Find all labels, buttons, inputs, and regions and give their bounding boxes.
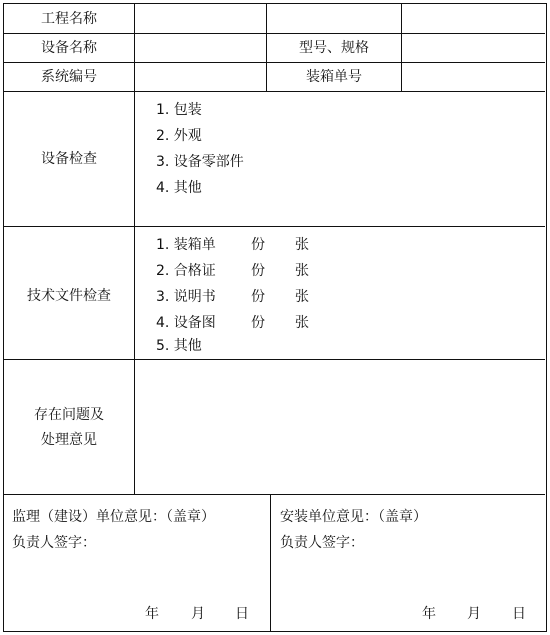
doc-item-drawings: 4. 设备图 [156, 315, 216, 331]
issues-label-line1: 存在问题及 [34, 407, 104, 423]
install-month: 月 [467, 606, 481, 622]
model-field[interactable] [402, 34, 544, 61]
install-day: 日 [512, 606, 526, 622]
issues-field[interactable] [135, 360, 544, 493]
supervision-month: 月 [191, 606, 205, 622]
check-item-parts: 3. 设备零部件 [156, 154, 244, 170]
row-divider [4, 226, 545, 227]
packing-no-field[interactable] [402, 63, 544, 90]
supervision-year: 年 [145, 606, 159, 622]
issues-label-line2: 处理意见 [41, 432, 97, 448]
row-divider [4, 494, 545, 495]
check-item-packaging: 1. 包装 [156, 102, 202, 118]
supervision-day: 日 [235, 606, 249, 622]
equipment-check-label: 设备检查 [41, 151, 97, 167]
doc-item-packing-list: 1. 装箱单 [156, 237, 216, 253]
tech-docs-check-label: 技术文件检查 [27, 288, 111, 304]
project-name-label: 工程名称 [41, 11, 97, 27]
column-divider [270, 494, 271, 631]
check-item-appearance: 2. 外观 [156, 128, 202, 144]
install-opinion-label: 安装单位意见：（盖章） [280, 509, 427, 525]
install-signer-label: 负责人签字： [280, 535, 364, 551]
supervision-opinion-label: 监理（建设）单位意见：（盖章） [12, 509, 215, 525]
project-name-field[interactable] [135, 5, 529, 32]
doc-unit-copies: 份 [251, 289, 265, 305]
doc-unit-copies: 份 [251, 263, 265, 279]
doc-unit-sheets: 张 [295, 315, 309, 331]
supervision-signer-label: 负责人签字： [12, 535, 96, 551]
packing-no-label: 装箱单号 [306, 69, 362, 85]
doc-item-manual: 3. 说明书 [156, 289, 216, 305]
doc-item-certificate: 2. 合格证 [156, 263, 216, 279]
install-year: 年 [422, 606, 436, 622]
system-no-label: 系统编号 [41, 69, 97, 85]
model-label: 型号、规格 [299, 40, 369, 56]
system-no-field[interactable] [135, 63, 265, 90]
doc-unit-sheets: 张 [295, 289, 309, 305]
row-divider [4, 91, 545, 92]
doc-unit-sheets: 张 [295, 263, 309, 279]
equipment-inspection-form [3, 3, 547, 632]
doc-item-other: 5. 其他 [156, 338, 202, 354]
check-item-other: 4. 其他 [156, 180, 202, 196]
device-name-label: 设备名称 [41, 40, 97, 56]
doc-unit-copies: 份 [251, 237, 265, 253]
doc-unit-copies: 份 [251, 315, 265, 331]
device-name-field[interactable] [135, 34, 265, 61]
doc-unit-sheets: 张 [295, 237, 309, 253]
